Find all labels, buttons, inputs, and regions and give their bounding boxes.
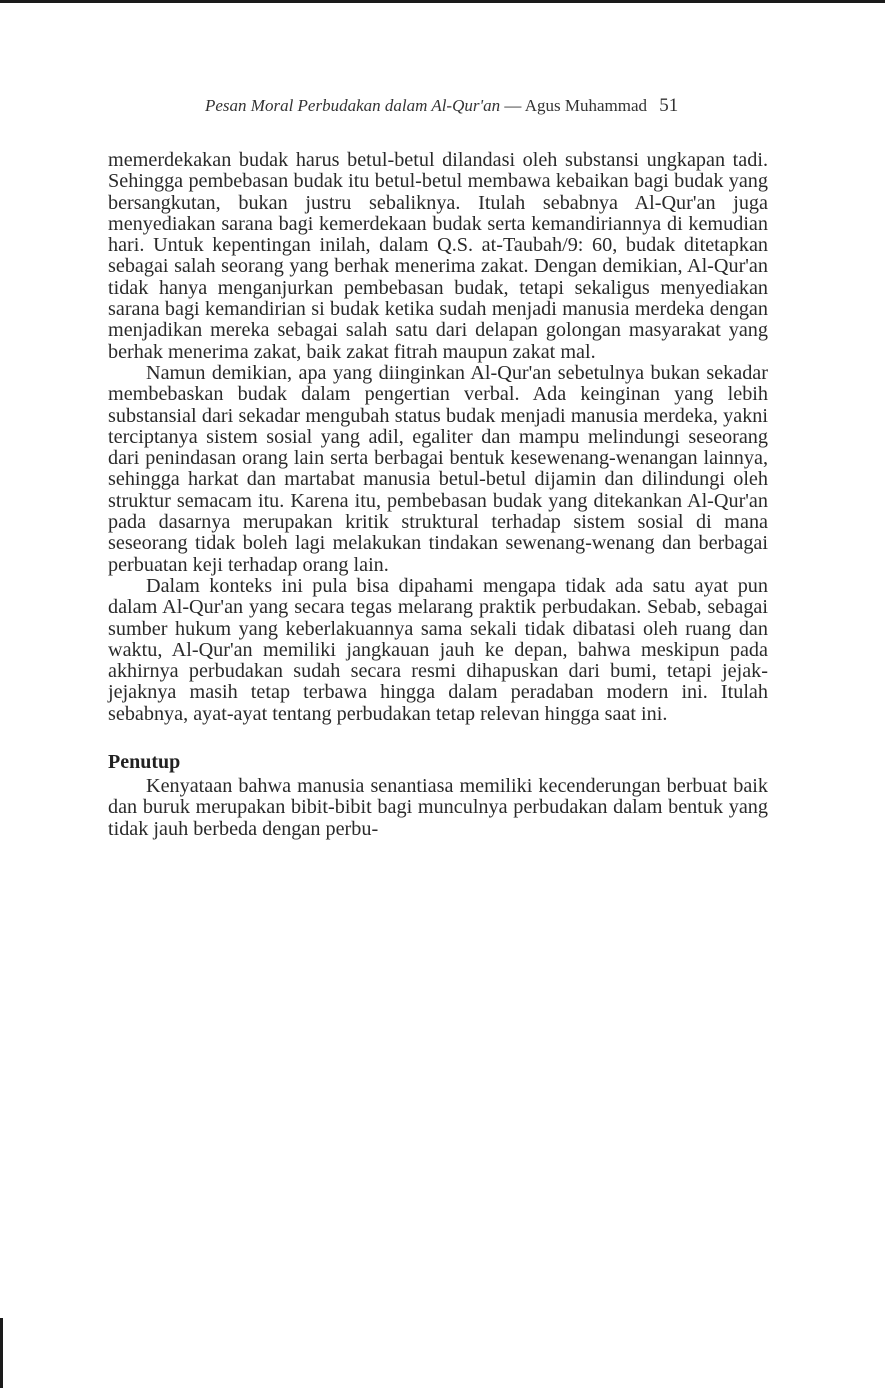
paragraph-namun-demikian: Namun demikian, apa yang diinginkan Al-Qur'an sebetulnya bukan sekadar membebaskan budak dalam pengertian verbal. Ada keinginan yang lebih substansial dari sekadar mengubah status budak menjadi manusia merdeka, yakni terciptanya sistem sosial yang adil, egaliter dan mampu melindungi seseorang dari penindasan orang lain serta berbagai bentuk kesewenang-wenangan lainnya, sehingga harkat dan martabat manusia betul-betul dijamin dan dilindungi oleh struktur semacam itu. Karena itu, pembebasan budak yang ditekankan Al-Qur'an pada dasarnya merupakan kritik struktural terhadap sistem sosial di mana seseorang tidak boleh lagi melakukan tindakan sewenang-wenang dan berbagai perbuatan keji terhadap orang lain. xyxy=(108,361,768,576)
header-author: Agus Muhammad xyxy=(524,96,647,115)
header-separator: — xyxy=(504,96,522,115)
scan-edge-mark xyxy=(0,1318,3,1388)
page-top-edge xyxy=(0,0,885,3)
running-header xyxy=(205,95,765,117)
header-book-title: Pesan Moral Perbudakan dalam Al-Qur'an xyxy=(205,96,501,115)
paragraph-penutup: Kenyataan bahwa manusia senantiasa memiliki kecenderungan berbuat baik dan buruk merupakan bibit-bibit bagi munculnya perbudakan dalam bentuk yang tidak jauh berbeda dengan perbu- xyxy=(108,775,768,840)
page-number: 51 xyxy=(659,95,679,116)
paragraph-continued: memerdekakan budak harus betul-betul dilandasi oleh substansi ungkapan tadi. Sehingga pembebasan budak itu betul-betul membawa kebaikan bagi budak yang bersangkutan, bukan justru sebaliknya. Itulah sebabnya Al-Qur'an juga menyediakan sarana bagi kemerdekaan budak serta kemandiriannya di kemudian hari. Untuk kepentingan inilah, dalam Q.S. at-Taubah/9: 60, budak ditetapkan sebagai salah seorang yang berhak menerima zakat. Dengan demikian, Al-Qur'an tidak hanya menganjurkan pembebasan budak, tetapi sekaligus menyediakan sarana bagi kemandirian si budak ketika sudah menjadi manusia merdeka dengan menjadikan mereka sebagai salah satu dari delapan golongan masyarakat yang berhak menerima zakat, baik zakat fitrah maupun zakat mal. xyxy=(108,149,768,363)
body-text xyxy=(108,150,768,840)
paragraph-dalam-konteks: Dalam konteks ini pula bisa dipahami mengapa tidak ada satu ayat pun dalam Al-Qur'an yang secara tegas melarang praktik perbudakan. Sebab, sebagai sumber hukum yang keberlakuannya sama sekali tidak dibatasi oleh ruang dan waktu, Al-Qur'an memiliki jangkauan jauh ke depan, bahwa meskipun pada akhirnya perbudakan sudah secara resmi dihapuskan dari bumi, tetapi jejakjejaknya masih tetap terbawa hingga dalam peradaban modern ini. Itulah sebabnya, ayat-ayat tentang perbudakan tetap relevan hingga saat ini. xyxy=(108,574,768,725)
section-heading-penutup: Penutup xyxy=(108,751,181,774)
